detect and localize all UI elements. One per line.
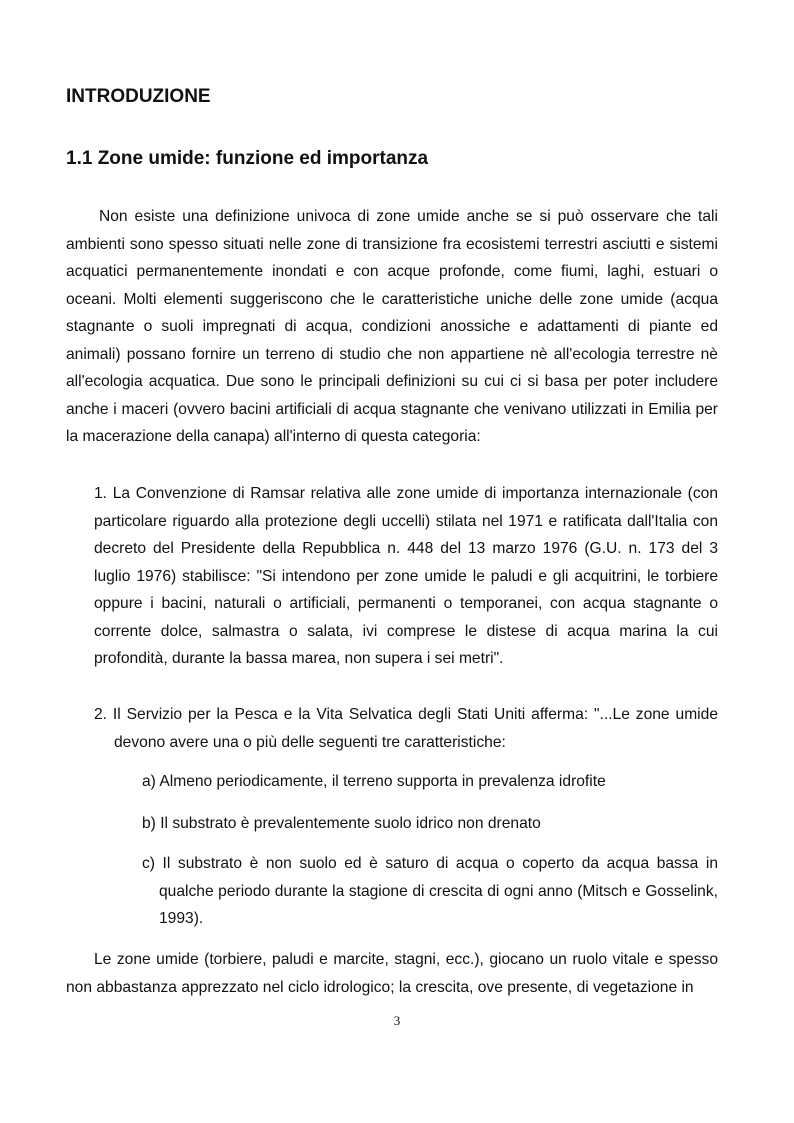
page-heading: INTRODUZIONE <box>66 86 211 107</box>
criterion-c: c) Il substrato è non suolo ed è saturo di acqua o coperto da acqua bassa in qualche periodo durante la stagione di crescita di ogni anno (Mitsch e Gosselink, 1993). <box>142 855 718 927</box>
list-item-fish-wildlife: 2. Il Servizio per la Pesca e la Vita Selvatica degli Stati Uniti afferma: "...Le zone umide devono avere una o più delle seguenti tre caratteristiche: <box>94 706 718 751</box>
page-number: 3 <box>393 1013 401 1028</box>
closing-paragraph: Le zone umide (torbiere, paludi e marcite, stagni, ecc.), giocano un ruolo vitale e spesso non abbastanza apprezzato nel ciclo idrologico; la crescita, ove presente, di vegetazione in <box>66 951 718 996</box>
list-item-ramsar: 1. La Convenzione di Ramsar relativa alle zone umide di importanza internazionale (con particolare riguardo alla protezione degli uccelli) stilata nel 1971 e ratificata dall'Italia con decreto del Presidente della Repubblica n. 448 del 13 marzo 1976 (G.U. n. 173 del 3 luglio 1976) stabilisce: "Si intendono per zone umide le paludi e gli acquitrini, le torbiere oppure i bacini, naturali o artificiali, permanenti o temporanei, con acqua stagnante o corrente dolce, salmastra o salata, ivi comprese le distese di acqua marina la cui profondità, durante la bassa marea, non supera i sei metri". <box>94 485 718 667</box>
criterion-a: a) Almeno periodicamente, il terreno supporta in prevalenza idrofite <box>142 773 606 790</box>
section-title: 1.1 Zone umide: funzione ed importanza <box>66 148 429 169</box>
intro-paragraph: Non esiste una definizione univoca di zone umide anche se si può osservare che tali ambienti sono spesso situati nelle zone di transizione fra ecosistemi terrestri asciutti e sistemi acquatici permanentemente inondati e con acque profonde, come fiumi, laghi, estuari o oceani. Molti elementi suggeriscono che le caratteristiche uniche delle zone umide (acqua stagnante o suoli impregnati di acqua, condizioni anossiche e adattamenti di piante ed animali) possano fornire un terreno di studio che non appartiene nè all'ecologia terrestre nè all'ecologia acquatica. Due sono le principali definizioni su cui ci si basa per poter includere anche i maceri (ovvero bacini artificiali di acqua stagnante che venivano utilizzati in Emilia per la macerazione della canapa) all'interno di questa categoria: <box>66 208 718 445</box>
criterion-b: b) Il substrato è prevalentemente suolo idrico non drenato <box>142 815 541 832</box>
